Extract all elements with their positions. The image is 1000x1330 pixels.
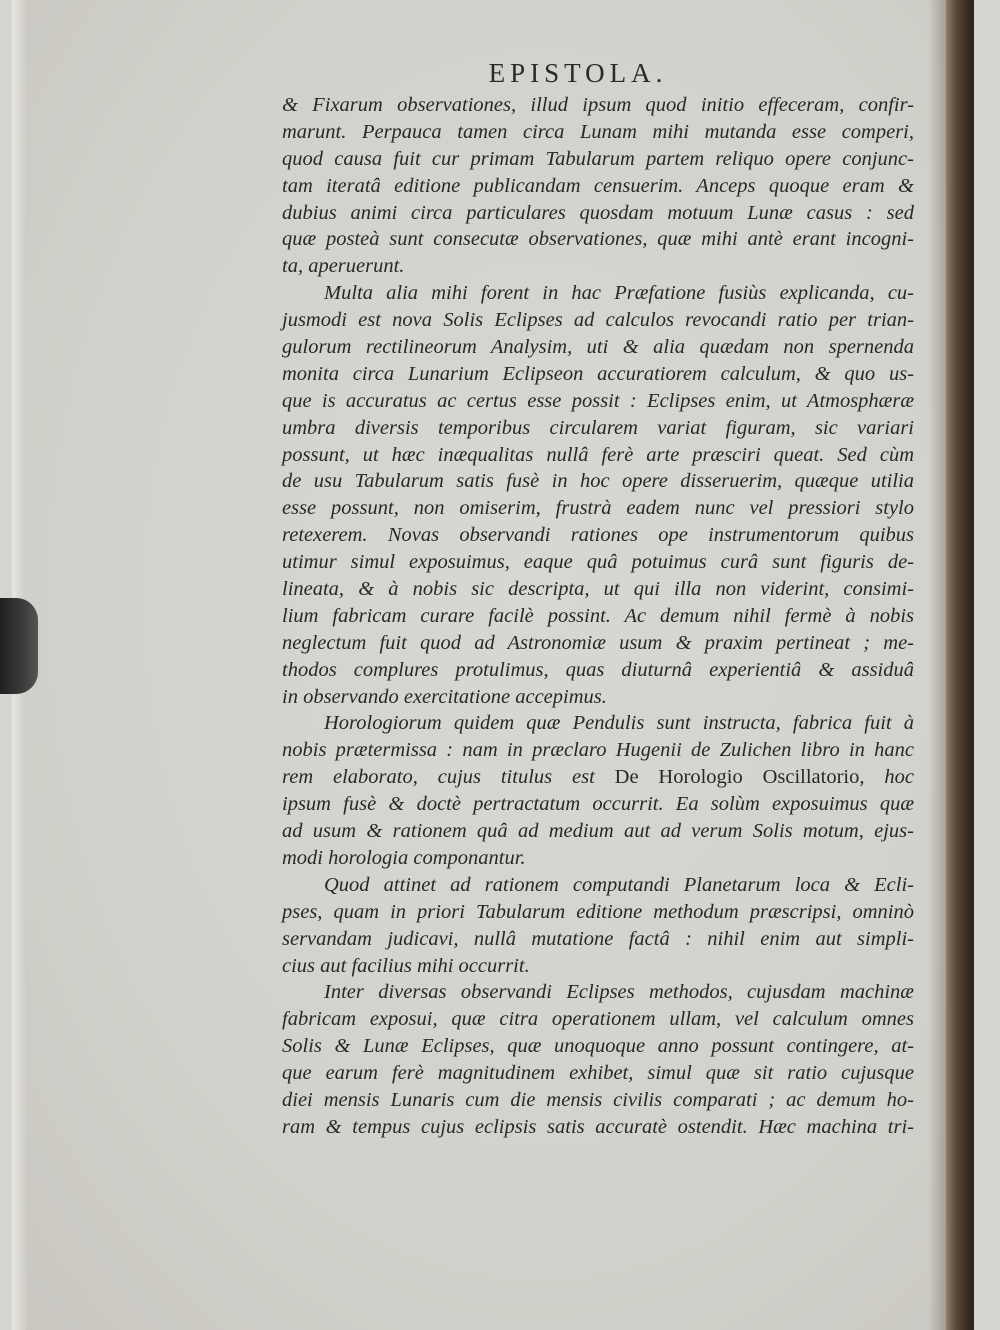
page-clip <box>0 598 38 694</box>
text-line: modi horologia componantur. <box>282 846 526 869</box>
text-line <box>282 764 914 791</box>
text-line: thodos complures protulimus, quas diuturnâ experientiâ & assiduâ <box>282 658 914 681</box>
text-line: utimur simul exposuimus, eaque quâ potuimus curâ sunt figuris de- <box>282 551 914 574</box>
text-line: in observando exercitatione accepimus. <box>282 685 607 708</box>
book-page <box>12 0 974 1330</box>
text-line: possunt, ut hæc inæqualitas nullâ ferè arte præsciri queat. Sed cùm <box>282 443 914 466</box>
paragraph <box>282 710 914 871</box>
text-line: Horologiorum quidem quæ Pendulis sunt instructa, fabrica fuit à <box>324 712 914 735</box>
text-fragment: , hoc <box>859 766 914 789</box>
text-line: ipsum fusè & doctè pertractatum occurrit. Ea solùm exposuimus quæ <box>282 793 914 816</box>
text-line: & Fixarum observationes, illud ipsum quod initio effeceram, confir- <box>282 94 914 116</box>
text-line: ad usum & rationem quâ ad medium aut ad verum Solis motum, ejus- <box>282 820 914 843</box>
text-line: pses, quam in priori Tabularum editione methodum præscripsi, omninò <box>282 900 914 923</box>
text-line: lineata, & à nobis sic descripta, ut qui illa non viderint, consimi- <box>282 578 914 601</box>
text-line: gulorum rectilineorum Analysim, uti & alia quædam non spernenda <box>282 336 914 359</box>
text-line: Inter diversas observandi Eclipses methodos, cujusdam machinæ <box>324 981 914 1004</box>
text-line: marunt. Perpauca tamen circa Lunam mihi mutanda esse comperi, <box>282 120 914 143</box>
text-line: dubius animi circa particulares quosdam motuum Lunæ casus : sed <box>282 201 914 224</box>
text-line: que earum ferè magnitudinem exhibet, simul quæ sit ratio cujusque <box>282 1062 914 1085</box>
text-line: servandam judicavi, nullâ mutatione factâ : nihil enim aut simpli- <box>282 927 914 950</box>
book-title: De Horologio Oscillatorio <box>614 766 860 789</box>
text-line: que is accuratus ac certus esse possit : Eclipses enim, ut Atmosphæræ <box>282 389 914 412</box>
text-line: nobis prætermissa : nam in præclaro Hugenii de Zulichen libro in hanc <box>282 739 914 762</box>
text-line: jusmodi est nova Solis Eclipses ad calculos revocandi ratio per trian- <box>282 309 914 332</box>
text-line: Solis & Lunæ Eclipses, quæ unoquoque anno possunt contingere, at- <box>282 1035 914 1058</box>
text-line: fabricam exposui, quæ citra operationem ullam, vel calculum omnes <box>282 1008 914 1031</box>
text-line: neglectum fuit quod ad Astronomiæ usum & praxim pertineat ; me- <box>282 631 914 654</box>
text-line: lium fabricam curare facilè possint. Ac demum nihil fermè à nobis <box>282 604 914 627</box>
body-text <box>282 92 914 1141</box>
text-line: Quod attinet ad rationem computandi Planetarum loca & Ecli- <box>324 873 914 896</box>
text-fragment: rem elaborato, cujus titulus est <box>282 766 615 789</box>
paragraph <box>282 872 914 980</box>
text-line: diei mensis Lunaris cum die mensis civilis comparati ; ac demum ho- <box>282 1088 914 1111</box>
text-line: monita circa Lunarium Eclipseon accuratiorem calculum, & quo us- <box>282 362 914 385</box>
text-line: quod causa fuit cur primam Tabularum partem reliquo opere conjunc- <box>282 147 914 170</box>
text-line: tam iteratâ editione publicandam censuerim. Anceps quoque eram & <box>282 174 914 197</box>
text-line: esse possunt, non omiserim, frustrà eadem nunc vel pressiori stylo <box>282 497 914 520</box>
text-line: Multa alia mihi forent in hac Præfatione fusiùs explicanda, cu- <box>324 282 914 305</box>
text-line: de usu Tabularum satis fusè in hoc opere disseruerim, quæque utilia <box>282 470 914 493</box>
paragraph <box>282 280 914 710</box>
gutter-shadow <box>928 0 946 1330</box>
text-line: cius aut facilius mihi occurrit. <box>282 954 530 977</box>
book-spine-edge <box>946 0 974 1330</box>
text-line: quæ posteà sunt consecutæ observationes, quæ mihi antè erant incogni- <box>282 228 914 251</box>
text-line: umbra diversis temporibus circularem variat figuram, sic variari <box>282 416 914 439</box>
text-line: ram & tempus cujus eclipsis satis accuratè ostendit. Hæc machina tri- <box>282 1115 914 1138</box>
paragraph <box>282 979 914 1140</box>
paragraph <box>282 92 914 280</box>
text-line: ta, aperuerunt. <box>282 255 405 278</box>
running-head: EPISTOLA. <box>488 58 668 88</box>
text-line: retexerem. Novas observandi rationes ope instrumentorum quibus <box>282 524 914 547</box>
